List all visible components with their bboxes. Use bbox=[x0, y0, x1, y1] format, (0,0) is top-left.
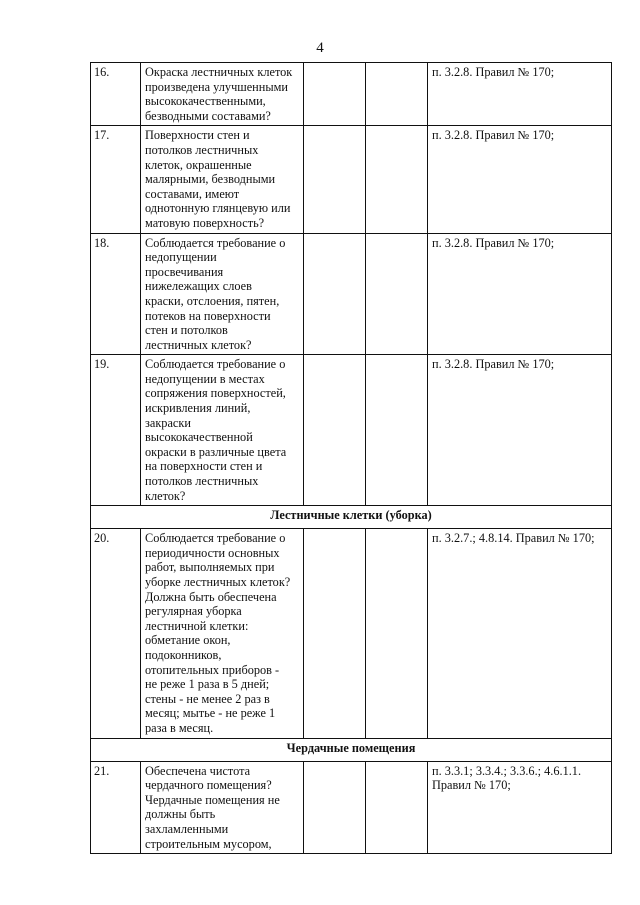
requirement-text: Обеспечена чистота чердачного помещения? Чердачные помещения не должны быть захламленными строительным мусором, bbox=[141, 761, 304, 854]
answer-cell bbox=[366, 529, 428, 738]
requirement-text: Поверхности стен и потолков лестничных клеток, окрашенные малярными, безводными составами, имеют однотонную глянцевую или матовую поверхность? bbox=[141, 126, 304, 233]
table-row bbox=[91, 529, 612, 738]
table-row bbox=[91, 126, 612, 233]
regulation-reference: п. 3.2.8. Правил № 170; bbox=[428, 63, 612, 126]
checklist-table bbox=[90, 62, 612, 854]
answer-cell bbox=[304, 233, 366, 355]
section-header bbox=[91, 506, 612, 529]
answer-cell bbox=[366, 126, 428, 233]
section-title: Чердачные помещения bbox=[91, 738, 612, 761]
answer-cell bbox=[304, 529, 366, 738]
regulation-reference: п. 3.2.8. Правил № 170; bbox=[428, 233, 612, 355]
row-number: 17. bbox=[91, 126, 141, 233]
row-number: 18. bbox=[91, 233, 141, 355]
answer-cell bbox=[304, 355, 366, 506]
answer-cell bbox=[304, 63, 366, 126]
requirement-text: Окраска лестничных клеток произведена улучшенными высококачественными, безводными составами? bbox=[141, 63, 304, 126]
answer-cell bbox=[366, 355, 428, 506]
answer-cell bbox=[304, 761, 366, 854]
page-number: 4 bbox=[316, 40, 324, 56]
row-number: 21. bbox=[91, 761, 141, 854]
regulation-reference: п. 3.2.7.; 4.8.14. Правил № 170; bbox=[428, 529, 612, 738]
row-number: 19. bbox=[91, 355, 141, 506]
row-number: 16. bbox=[91, 63, 141, 126]
section-header bbox=[91, 738, 612, 761]
requirement-text: Соблюдается требование о недопущении в местах сопряжения поверхностей, искривления линий, закраски высококачественной окраски в различные цвета на поверхности стен и потолков лестничных клеток? bbox=[141, 355, 304, 506]
row-number: 20. bbox=[91, 529, 141, 738]
table-row bbox=[91, 355, 612, 506]
table-row bbox=[91, 761, 612, 854]
answer-cell bbox=[366, 761, 428, 854]
regulation-reference: п. 3.2.8. Правил № 170; bbox=[428, 126, 612, 233]
answer-cell bbox=[366, 63, 428, 126]
requirement-text: Соблюдается требование о недопущении просвечивания нижележащих слоев краски, отслоения, пятен, потеков на поверхности стен и потолков лестничных клеток? bbox=[141, 233, 304, 355]
regulation-reference: п. 3.3.1; 3.3.4.; 3.3.6.; 4.6.1.1. Правил № 170; bbox=[428, 761, 612, 854]
answer-cell bbox=[366, 233, 428, 355]
table-row bbox=[91, 63, 612, 126]
requirement-text: Соблюдается требование о периодичности основных работ, выполняемых при уборке лестничных клеток? Должна быть обеспечена регулярная уборка лестничной клетки: обметание окон, подоконников, отопительных приборов - не реже 1 раза в 5 дней; стены - не менее 2 раз в месяц; мытье - не реже 1 раза в месяц. bbox=[141, 529, 304, 738]
table-row bbox=[91, 233, 612, 355]
section-title: Лестничные клетки (уборка) bbox=[91, 506, 612, 529]
answer-cell bbox=[304, 126, 366, 233]
regulation-reference: п. 3.2.8. Правил № 170; bbox=[428, 355, 612, 506]
